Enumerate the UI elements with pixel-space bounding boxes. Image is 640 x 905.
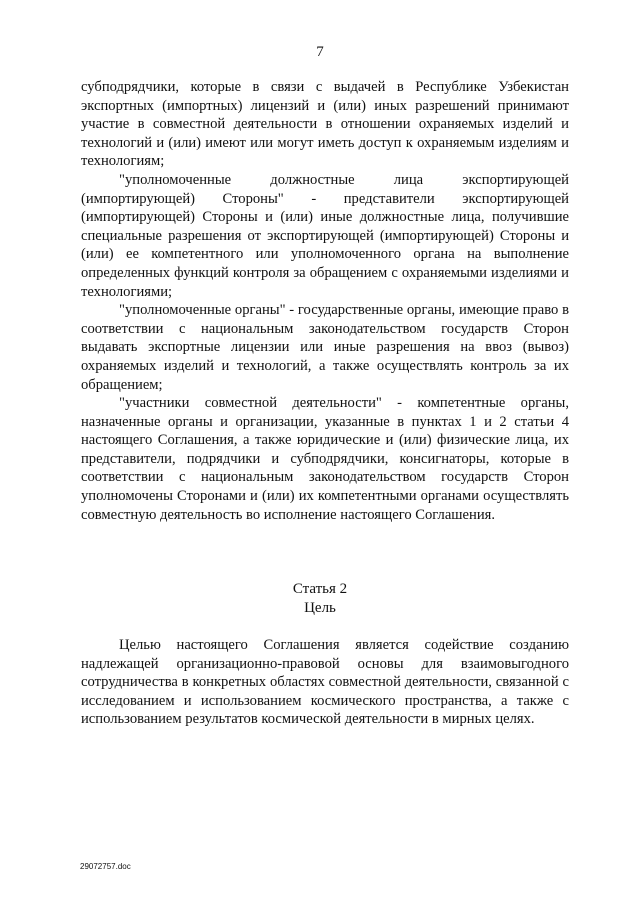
document-id: 29072757.doc [80,862,131,871]
page-number: 7 [316,44,324,60]
definitions-section [81,78,569,524]
article-body: Целью настоящего Соглашения является содействие созданию надлежащей организационно-правовой основы для взаимовыгодного сотрудничества в конкретных областях совместной деятельности, связанной с исследованием и использованием космического пространства, а также с использованием результатов космической деятельности в мирных целях. [81,637,569,728]
definition-paragraph: "уполномоченные органы" - государственные органы, имеющие право в соответствии с национальным законодательством государств Сторон выдавать экспортные лицензии или иные разрешения на ввоз (вывоз) охраняемых изделий и технологий, а также осуществлять контроль за их обращением; [81,302,569,393]
article-number: Статья 2 [292,581,348,597]
definition-paragraph: "участники совместной деятельности" - компетентные органы, назначенные органы и организации, указанные в пунктах 1 и 2 статьи 4 настоящего Соглашения, а также юридические и (или) физические лица, их представители, подрядчики и субподрядчики, консигнаторы, которые в соответствии с национальным законодательством государств Сторон уполномочены Сторонами и (или) их компетентными органами осуществлять совместную деятельность во исполнение настоящего Соглашения. [81,395,569,523]
article-title: Цель [304,600,336,616]
definition-paragraph: субподрядчики, которые в связи с выдачей в Республике Узбекистан экспортных (импортных) лицензий и (или) иных разрешений принимают участие в совместной деятельности в отношении охраняемых изделий и технологий и (или) имеют или могут иметь доступ к охраняемым изделиям и технологиям; [81,79,569,170]
article-heading [0,580,640,618]
article-body-section [81,636,569,729]
definition-paragraph: "уполномоченные должностные лица экспортирующей (импортирующей) Стороны" - представители экспортирующей (импортирующей) Стороны и (или) иные должностные лица, получившие специальные разрешения от экспортирующей (импортирующей) Стороны и (или) ее компетентного или уполномоченного органа на выполнение определенных функций контроля за обращением с охраняемыми изделиями и технологиями; [81,171,569,300]
